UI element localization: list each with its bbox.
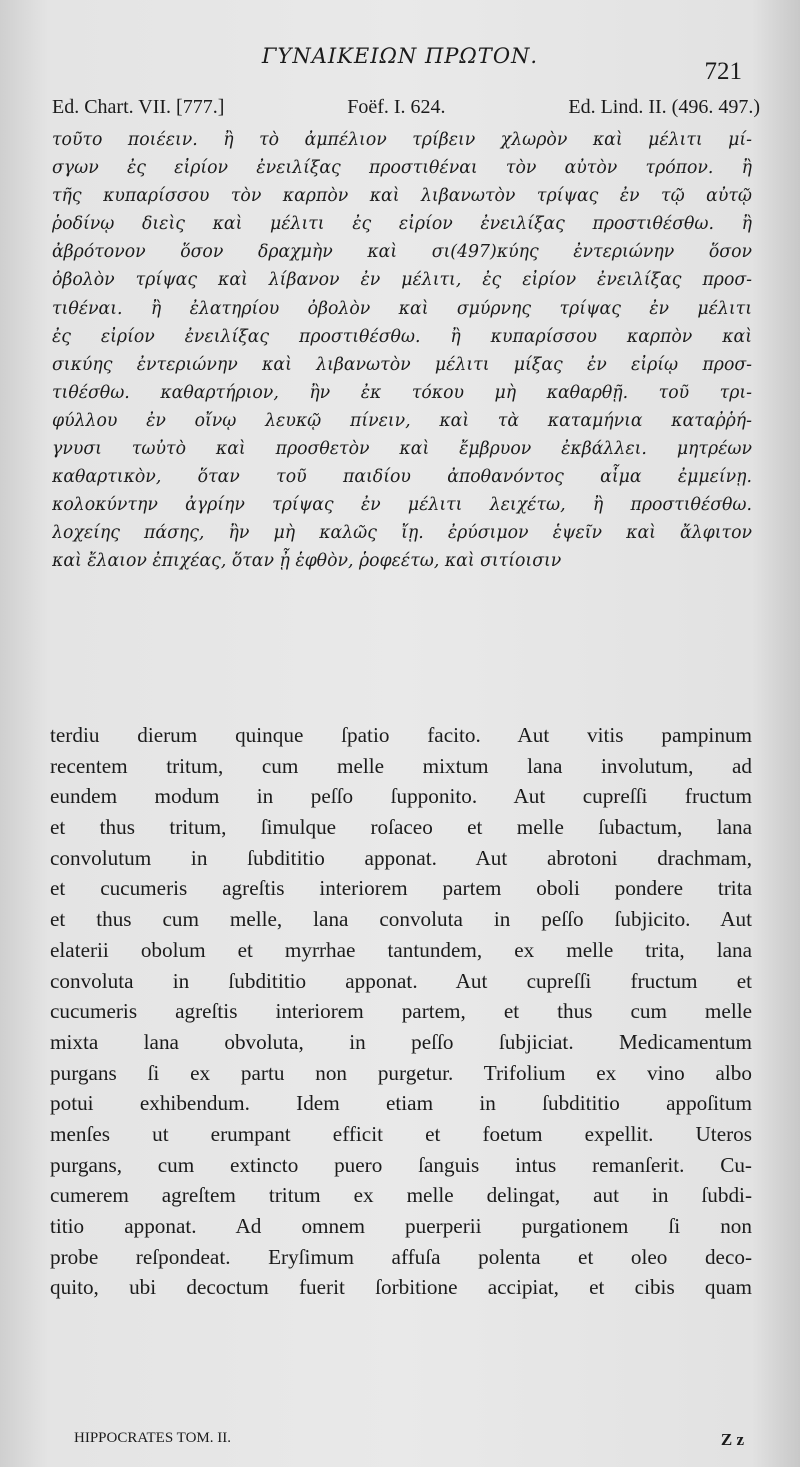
latin-line: et thus cum melle, lana convoluta in peſſo ſubjicito. Aut bbox=[50, 907, 752, 932]
greek-line: σγων ἐς εἰρίον ἐνειλίξας προστιθέναι τὸν αὐτὸν τρόπον. ἢ bbox=[52, 158, 752, 179]
greek-line: λοχείης πάσης, ἢν μὴ καλῶς ἴῃ. ἐρύσιμον ἑψεῖν καὶ ἄλφιτον bbox=[52, 523, 752, 544]
greek-line: φύλλου ἐν οἴνῳ λευκῷ πίνειν, καὶ τὰ καταμήνια καταῤῥή- bbox=[52, 410, 752, 431]
latin-line: potui exhibendum. Idem etiam in ſubdititio appoſitum bbox=[50, 1091, 752, 1116]
page-footer bbox=[74, 1430, 744, 1450]
page-number: 721 bbox=[704, 58, 742, 85]
latin-line: cucumeris agreſtis interiorem partem, et thus cum melle bbox=[50, 999, 752, 1024]
latin-line: elaterii obolum et myrrhae tantundem, ex melle trita, lana bbox=[50, 937, 752, 962]
latin-line: et thus tritum, ſimulque roſaceo et melle ſubactum, lana bbox=[50, 815, 752, 840]
latin-line: purgans ſi ex partu non purgetur. Trifolium ex vino albo bbox=[50, 1060, 752, 1085]
latin-text-block bbox=[50, 720, 752, 1303]
greek-line: καθαρτικὸν, ὅταν τοῦ παιδίου ἀποθανόντος αἷμα ἐμμείνῃ. bbox=[52, 467, 752, 488]
greek-line: σικύης ἐντεριώνην καὶ λιβανωτὸν μέλιτι μίξας ἐν εἰρίῳ προσ- bbox=[52, 354, 752, 375]
greek-line: τῆς κυπαρίσσου τὸν καρπὸν καὶ λιβανωτὸν τρίψας ἐν τῷ αὐτῷ bbox=[52, 186, 752, 207]
latin-line: purgans, cum extincto puero ſanguis intus remanſerit. Cu- bbox=[50, 1152, 752, 1177]
edition-foes: Foëf. I. 624. bbox=[347, 96, 446, 118]
edition-chartier: Ed. Chart. VII. [777.] bbox=[52, 96, 225, 118]
latin-line: quito, ubi decoctum fuerit ſorbitione accipiat, et cibis quam bbox=[50, 1275, 752, 1300]
volume-signature: HIPPOCRATES TOM. II. bbox=[74, 1430, 231, 1446]
greek-line: καὶ ἔλαιον ἐπιχέας, ὅταν ᾖ ἑφθὸν, ῥοφεέτω, καὶ σιτίοισιν bbox=[52, 551, 562, 572]
latin-line: terdiu dierum quinque ſpatio facito. Aut vitis pampinum bbox=[50, 723, 752, 747]
page-header bbox=[0, 44, 800, 84]
edition-linden: Ed. Lind. II. (496. 497.) bbox=[568, 96, 760, 118]
greek-line: ἐς εἰρίον ἐνειλίξας προστιθέσθω. ἢ κυπαρίσσου καρπὸν καὶ bbox=[52, 326, 752, 347]
greek-line: κολοκύντην ἀγρίην τρίψας ἐν μέλιτι λειχέτω, ἢ προστιθέσθω. bbox=[52, 495, 752, 516]
latin-line: eundem modum in peſſo ſupponito. Aut cupreſſi fructum bbox=[50, 784, 752, 809]
greek-line: ὀβολὸν τρίψας καὶ λίβανον ἐν μέλιτι, ἐς εἰρίον ἐνειλίξας προσ- bbox=[52, 270, 752, 291]
latin-line: et cucumeris agreſtis interiorem partem oboli pondere trita bbox=[50, 876, 752, 901]
latin-line: titio apponat. Ad omnem puerperii purgationem ſi non bbox=[50, 1214, 752, 1238]
gathering-signature: Z z bbox=[720, 1430, 744, 1449]
greek-line: τοῦτο ποιέειν. ἢ τὸ ἀμπέλιον τρίβειν χλωρὸν καὶ μέλιτι μί- bbox=[52, 130, 752, 150]
greek-line: ἀβρότονον ὅσον δραχμὴν καὶ σι(497)κύης ἐντεριώνην ὅσον bbox=[52, 242, 752, 263]
latin-line: mixta lana obvoluta, in peſſo ſubjiciat. Medicamentum bbox=[50, 1029, 752, 1054]
latin-line: cumerem agreſtem tritum ex melle delingat, aut in ſubdi- bbox=[50, 1183, 752, 1208]
edition-references bbox=[52, 96, 760, 119]
greek-line: ῥοδίνῳ διεὶς καὶ μέλιτι ἐς εἰρίον ἐνειλίξας προστιθέσθω. ἢ bbox=[52, 214, 752, 235]
running-title: ΓΥΝΑΙΚΕΙΩΝ ΠΡΩΤΟΝ. bbox=[261, 44, 539, 68]
greek-line: τιθέσθω. καθαρτήριον, ἢν ἐκ τόκου μὴ καθαρθῇ. τοῦ τρι- bbox=[52, 382, 752, 403]
latin-line: probe reſpondeat. Eryſimum affuſa polenta et oleo deco- bbox=[50, 1244, 752, 1269]
greek-line: γνυσι τωὐτὸ καὶ προσθετὸν καὶ ἔμβρυον ἐκβάλλει. μητρέων bbox=[52, 439, 752, 460]
latin-line: convolutum in ſubdititio apponat. Aut abrotoni drachmam, bbox=[50, 845, 752, 870]
latin-line: convoluta in ſubdititio apponat. Aut cupreſſi fructum et bbox=[50, 968, 752, 993]
latin-line: menſes ut erumpant efficit et foetum expellit. Uteros bbox=[50, 1121, 752, 1146]
greek-line: τιθέναι. ἢ ἐλατηρίου ὀβολὸν καὶ σμύρνης τρίψας ἐν μέλιτι bbox=[52, 298, 752, 319]
greek-text-block bbox=[52, 126, 752, 576]
latin-line: recentem tritum, cum melle mixtum lana involutum, ad bbox=[50, 753, 752, 778]
